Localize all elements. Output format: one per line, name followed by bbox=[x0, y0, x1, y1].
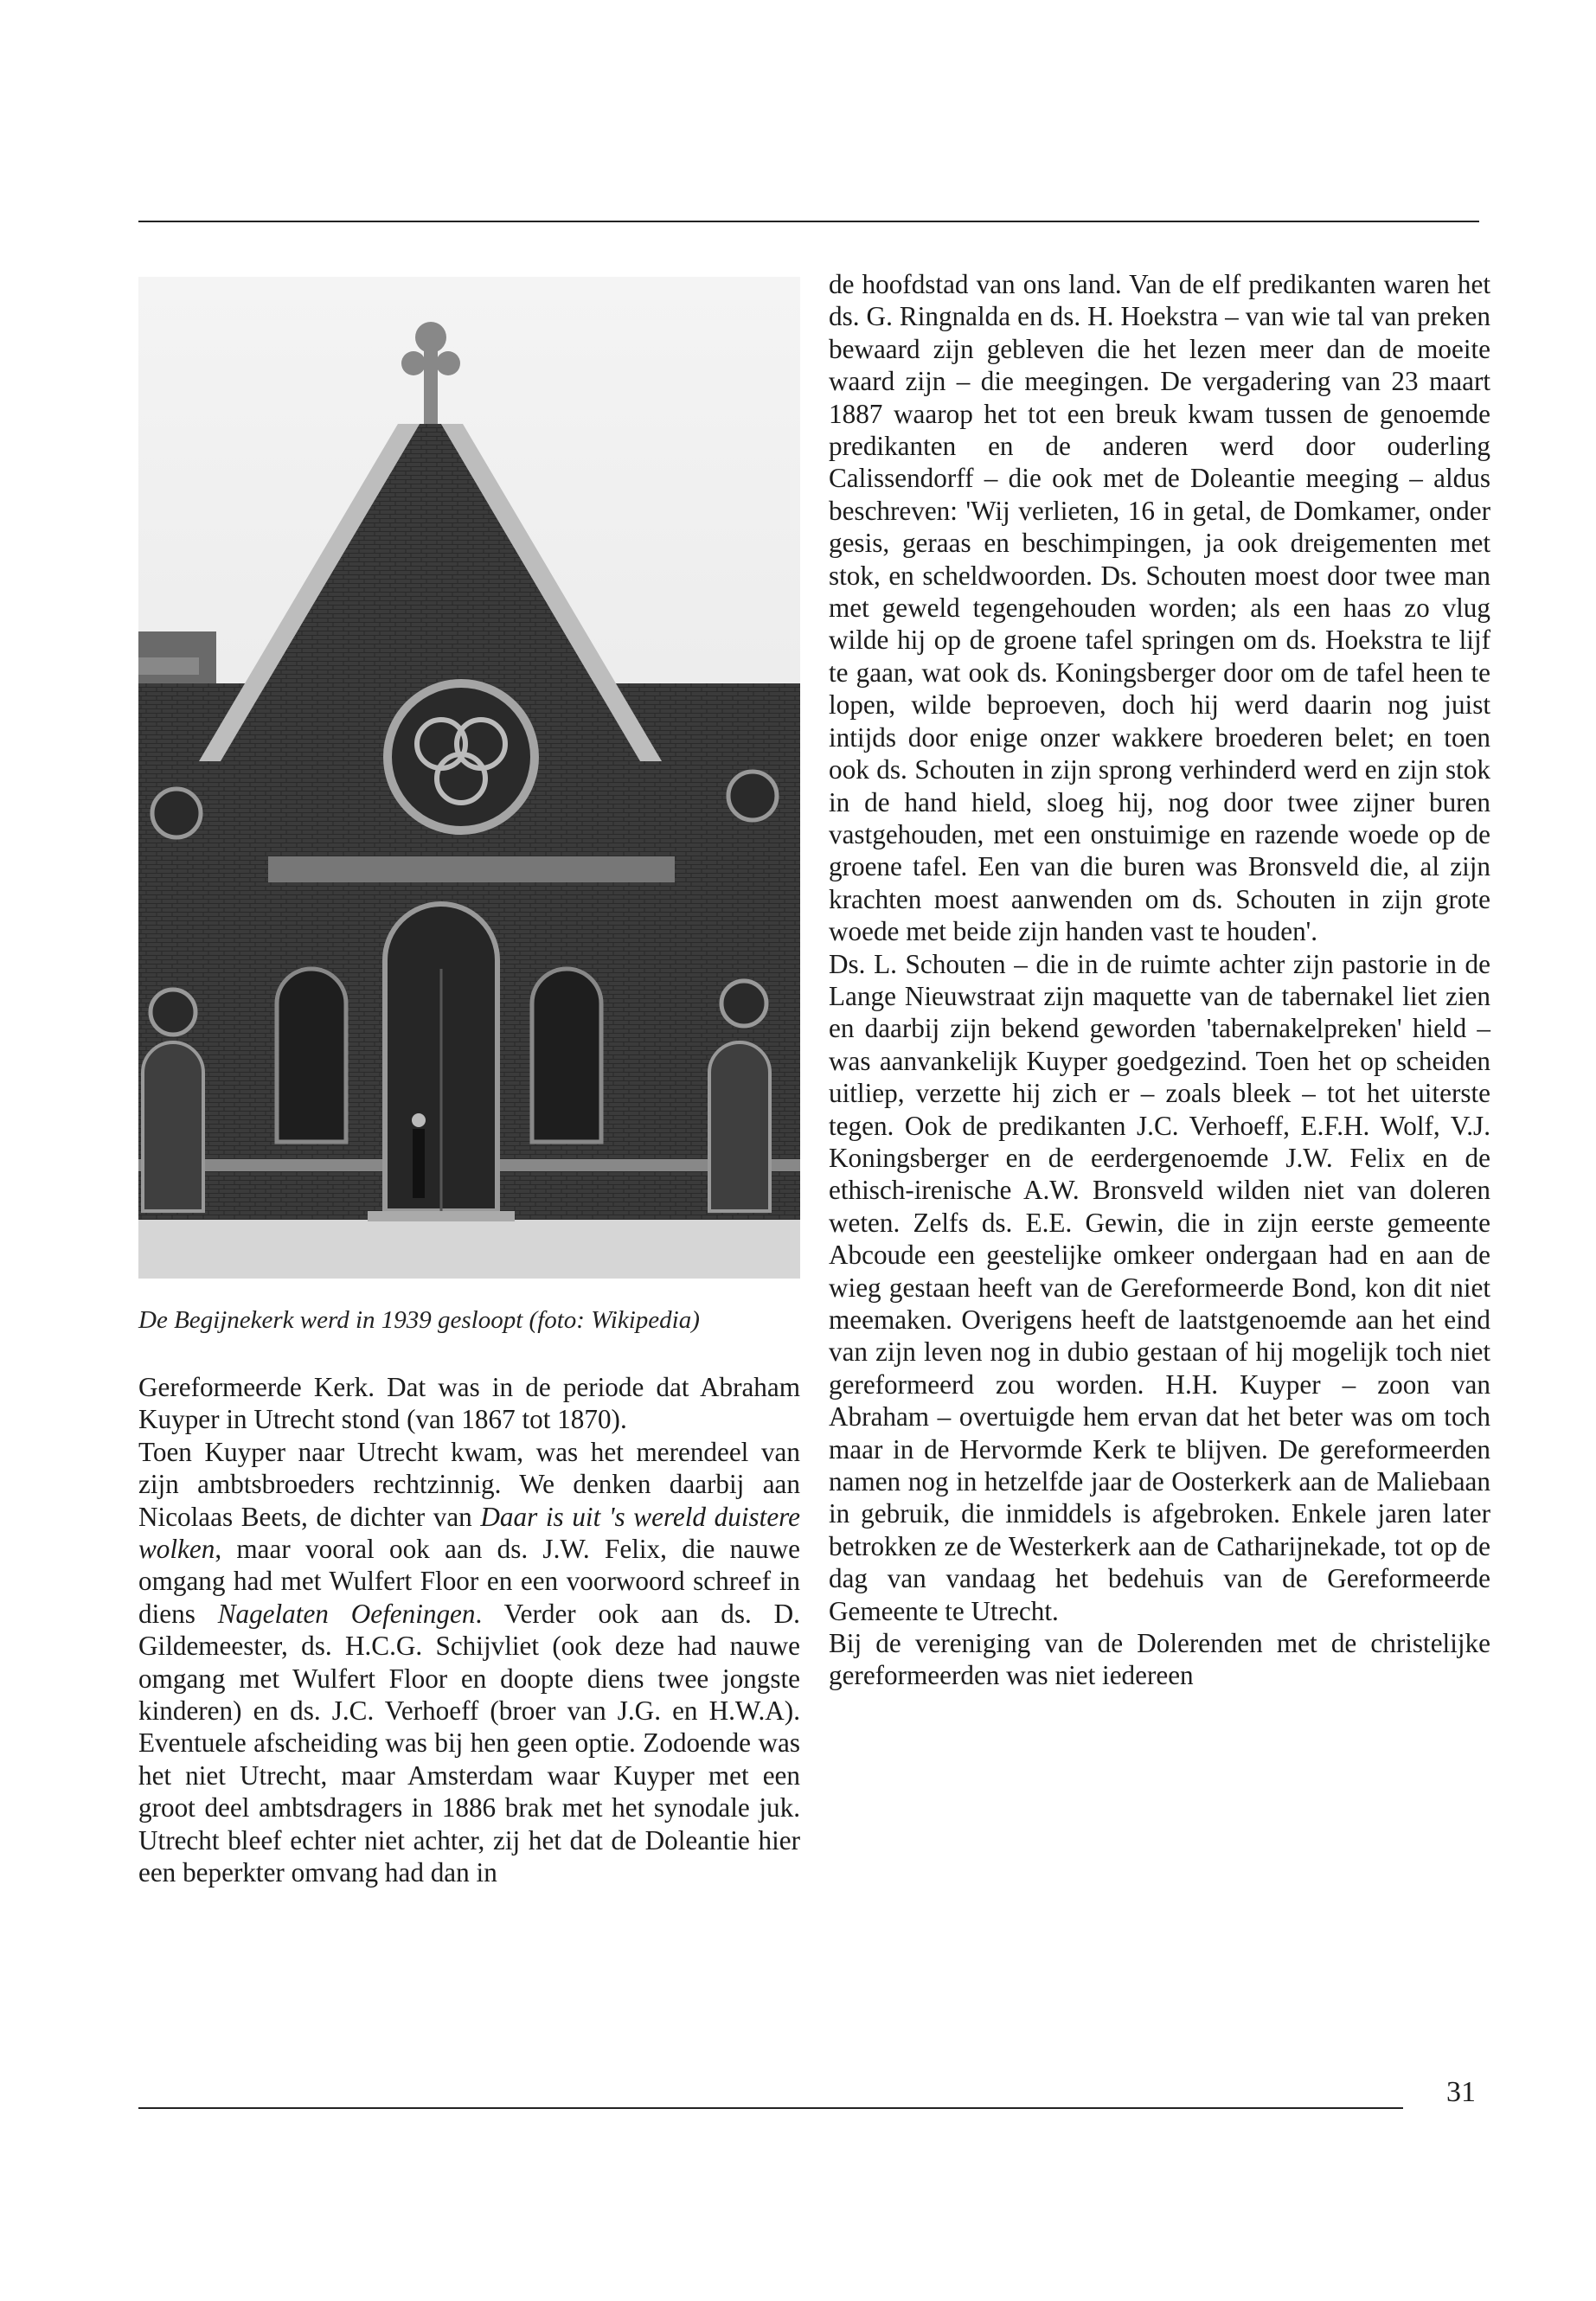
church-photo-image bbox=[138, 277, 800, 1279]
footer-rule bbox=[138, 2107, 1403, 2109]
church-photo bbox=[138, 277, 800, 1279]
right-paragraph-2: Ds. L. Schouten – die in de ruimte achter zijn pastorie in de Lange Nieuwstraat zijn maquette van de tabernakel liet zien en daarbij zijn bekend geworden 'tabernakelpreken' hield – was aanvankelijk Kuyper goedgezind. Toen het op scheiden uitliep, verzette hij zich er – zoals bleek – tot het uiterste tegen. Ook de predikanten J.C. Verhoeff, E.F.H. Wolf, V.J. Koningsberger en de eerdergenoemde J.W. Felix en de ethisch-irenische A.W. Bronsveld wilden niet van doleren weten. Zelfs ds. E.E. Gewin, die in zijn eerste gemeente Abcoude een geestelijke omkeer ondergaan had en aan de wieg gestaan heeft van de Gereformeerde Bond, kon dit niet meemaken. Overigens heeft de laatstgenoemde aan het eind van zijn leven nog in dubio gestaan of hij mogelijk toch niet gereformeerd zou worden. H.H. Kuyper – zoon van Abraham – overtuigde hem ervan dat het beter was om toch maar in de Hervormde Kerk te blijven. De gereformeerden namen nog in hetzelfde jaar de Oosterkerk aan de Maliebaan in gebruik, die inmiddels is afgebroken. Enkele jaren later betrokken ze de Westerkerk aan de Catharijnekade, tot op de dag van vandaag het bedehuis van de Gereformeerde Gemeente te Utrecht. bbox=[829, 948, 1490, 1626]
text-run: , maar vooral ook aan ds. J.W. Felix, die nauwe omgang had met Wulfert Floor en een voorwoord schreef in diens bbox=[138, 1534, 800, 1629]
left-paragraph-2 bbox=[138, 1436, 800, 1889]
header-rule bbox=[138, 221, 1479, 222]
right-paragraph-3: Bij de vereniging van de Dolerenden met de christelijke gereformeerden was niet iedereen bbox=[829, 1628, 1490, 1691]
photo-caption: De Begijnekerk werd in 1939 gesloopt (foto: Wikipedia) bbox=[138, 1306, 700, 1334]
left-paragraph-1: Gereformeerde Kerk. Dat was in de periode dat Abraham Kuyper in Utrecht stond (van 1867 tot 1870). bbox=[138, 1372, 800, 1435]
text-run: Toen Kuyper naar Utrecht kwam, was het merendeel van zijn ambtsbroeders rechtzinnig. We denken daarbij aan Nicolaas Beets, de dichter van bbox=[138, 1436, 800, 1532]
left-column bbox=[138, 1371, 800, 1889]
right-column bbox=[829, 268, 1490, 1692]
book-title: Nagelaten Oefeningen bbox=[217, 1598, 476, 1629]
right-paragraph-1: de hoofdstad van ons land. Van de elf predikanten waren het ds. G. Ringnalda en ds. H. Hoekstra – van wie tal van preken bewaard zijn gebleven die het lezen meer dan de moeite waard zijn – die meegingen. De vergadering van 23 maart 1887 waarop het tot een breuk kwam tussen de genoemde predikanten en de anderen werd door ouderling Calissendorff – die ook met de Doleantie meeging – aldus beschreven: 'Wij verlieten, 16 in getal, de Domkamer, onder gesis, geraas en beschimpingen, ja ook dreigementen met stok, en scheldwoorden. Ds. Schouten moest door twee man met geweld tegengehouden worden; als een haas zo vlug wilde hij op de groene tafel springen om ds. Hoekstra te lijf te gaan, wat ook ds. Koningsberger door om de tafel heen te lopen, wilde beproeven, doch hij werd daarin nog juist intijds door enige onzer wakkere broederen belet; en toen ook ds. Schouten in zijn sprong verhinderd werd en zijn stok in de hand hield, sloeg hij, nog door twee zijner buren vastgehouden, met een onstuimige en razende woede op de groene tafel. Een van die buren was Bronsveld die, al zijn krachten moest aanwenden om ds. Schouten in zijn grote woede met beide zijn handen vast te houden'. bbox=[829, 269, 1490, 947]
page-number: 31 bbox=[1446, 2076, 1476, 2108]
text-run: . Verder ook aan ds. D. Gildemeester, ds. H.C.G. Schijvliet (ook deze had nauwe omgang met Wulfert Floor en doopte diens twee jongste kinderen) en ds. J.C. Verhoeff (broer van J.G. en H.W.A). Eventuele afscheiding was bij hen geen optie. Zodoende was het niet Utrecht, maar Amsterdam waar Kuyper met een groot deel ambtsdragers in 1886 brak met het synodale juk. Utrecht bleef echter niet achter, zij het dat de Doleantie hier een beperkter omvang had dan in bbox=[138, 1598, 800, 1888]
book-title: Daar is uit 's wereld duistere wolken bbox=[138, 1501, 800, 1565]
